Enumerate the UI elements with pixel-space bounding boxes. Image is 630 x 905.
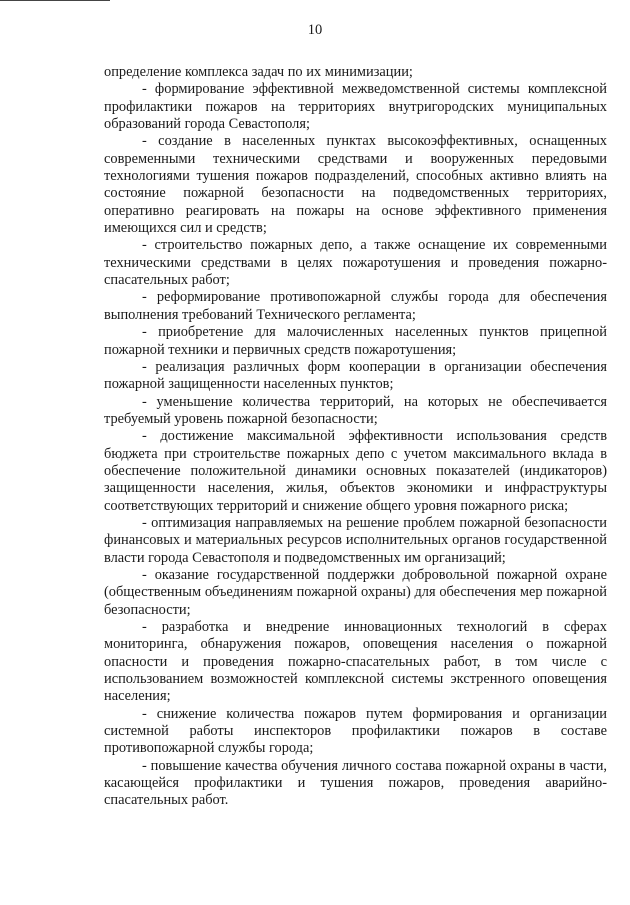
list-item-reduce-unsafe-territories: - уменьшение количества территорий, на которых не обеспечивается требуемый уровень пожарной безопасности; — [104, 393, 607, 427]
list-item-training-quality: - повышение качества обучения личного состава пожарной охраны в части, касающейся профилактики и тушения пожаров, проведения аварийно-спасательных работ. — [104, 757, 607, 809]
list-item-fewer-fires: - снижение количества пожаров путем формирования и организации системной работы инспекторов профилактики пожаров в составе противопожарной службы города; — [104, 705, 607, 757]
paragraph-continuation: определение комплекса задач по их минимизации; — [104, 64, 413, 80]
list-item-cooperation-forms: - реализация различных форм кооперации в организации обеспечения пожарной защищенности населенных пунктов; — [104, 358, 607, 393]
page-number: 10 — [307, 22, 323, 38]
list-item-interagency-prevention-system: - формирование эффективной межведомственной системы комплексной профилактики пожаров на территориях внутригородских муниципальных образований города Севастополя; — [104, 81, 607, 133]
top-edge-rule — [0, 0, 110, 1]
list-item-innovative-technologies: - разработка и внедрение инновационных технологий в сферах мониторинга, обнаружения пожаров, оповещения населения о пожарной опасности и проведения пожарно-спасательных работ, в том числе с использованием возможностей комплексной системы экстренного оповещения населения; — [104, 619, 607, 705]
list-item-resource-optimization: - оптимизация направляемых на решение проблем пожарной безопасности финансовых и материальных ресурсов исполнительных органов государственной власти города Севастополя и подведомственных им организаций; — [104, 514, 607, 566]
list-item-fire-depot-construction: - строительство пожарных депо, а также оснащение их современными техническими средствами в целях пожаротушения и проведения пожарно-спасательных работ; — [104, 237, 607, 289]
list-item-volunteer-support: - оказание государственной поддержки добровольной пожарной охране (общественным объединениям пожарной охраны) для обеспечения мер пожарной безопасности; — [104, 566, 607, 618]
document-body — [104, 64, 607, 810]
list-item-fire-service-reform: - реформирование противопожарной службы города для обеспечения выполнения требований Технического регламента; — [104, 289, 607, 323]
list-item-high-efficiency-units: - создание в населенных пунктах высокоэффективных, оснащенных современными техническими средствами и вооруженных передовыми технологиями тушения пожаров подразделений, способных активно влиять на состояние пожарной безопасности на подведомственных территориях, оперативно реагировать на пожары на основе эффективного применения имеющихся сил и средств; — [104, 133, 607, 237]
list-item-budget-efficiency: - достижение максимальной эффективности использования средств бюджета при строительстве пожарных депо с учетом максимального вклада в обеспечение положительной динамики основных показателей (индикаторов) защищенности населения, жилья, объектов экономики и инфраструктуры соответствующих территорий и снижение общего уровня пожарного риска; — [104, 428, 607, 514]
list-item-trailer-equipment: - приобретение для малочисленных населенных пунктов прицепной пожарной техники и первичных средств пожаротушения; — [104, 324, 607, 358]
